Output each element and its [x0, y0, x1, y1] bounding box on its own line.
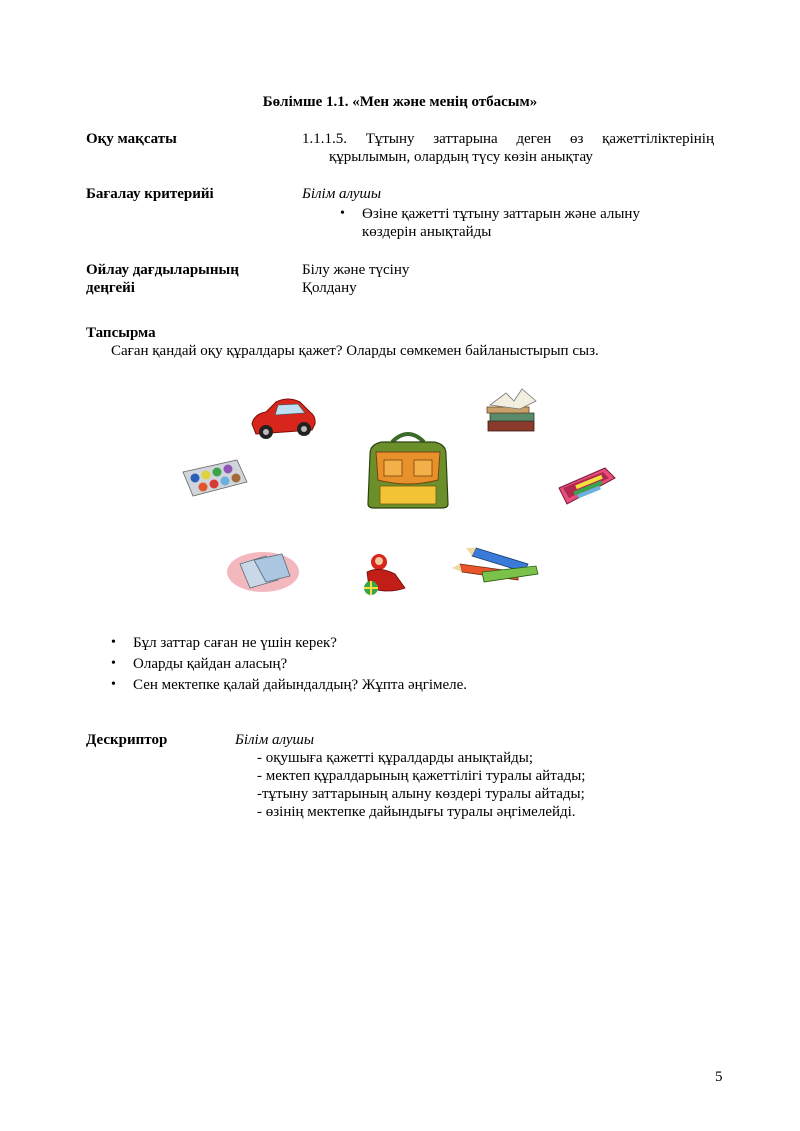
car-illustration	[248, 394, 318, 444]
notebooks-illustration	[226, 546, 300, 594]
thinking-label-line-1: Ойлау дағдыларының	[86, 262, 239, 278]
school-bag-illustration	[362, 430, 454, 510]
criteria-label: Бағалау критерийі	[86, 186, 214, 202]
books-illustration	[484, 387, 540, 435]
pencil-case-illustration	[553, 462, 619, 512]
page-number: 5	[715, 1069, 723, 1085]
toy-clown-illustration	[359, 548, 413, 598]
descriptor-item-4: - өзінің мектепке дайындығы туралы әңгімелейді.	[257, 804, 576, 820]
criteria-learner: Білім алушы	[302, 186, 382, 202]
thinking-label-line-2: деңгейі	[86, 280, 135, 296]
section-title: Бөлімше 1.1. «Мен және менің отбасым»	[262, 94, 538, 110]
task-heading: Тапсырма	[86, 325, 156, 341]
descriptor-label: Дескриптор	[86, 732, 168, 748]
thinking-value-line-2: Қолдану	[302, 280, 357, 296]
objective-line-2: құрылымын, олардың түсу көзін анықтау	[329, 149, 593, 165]
thinking-value-line-1: Білу және түсіну	[302, 262, 410, 278]
objective-line-1: 1.1.1.5. Тұтыну заттарына деген өз қажеттіліктерінің	[302, 131, 714, 147]
descriptor-item-1: - оқушыға қажетті құралдарды анықтайды;	[257, 750, 533, 766]
criteria-bullet-line-1: • Өзіне қажетті тұтыну заттарын және алыну	[362, 205, 640, 223]
task-text: Саған қандай оқу құралдары қажет? Оларды сөмкемен байланыстырып сыз.	[111, 343, 599, 359]
question-3: • Сен мектепке қалай дайындалдың? Жұпта әңгімеле.	[133, 676, 467, 694]
pencils-illustration	[458, 542, 540, 588]
paint-palette-illustration	[181, 458, 249, 500]
descriptor-learner: Білім алушы	[235, 732, 315, 748]
question-2: • Оларды қайдан аласың?	[133, 655, 287, 673]
question-1: • Бұл заттар саған не үшін керек?	[133, 634, 337, 652]
criteria-bullet-line-2: көздерін анықтайды	[362, 224, 492, 240]
descriptor-item-3: -тұтыну заттарының алыну көздері туралы айтады;	[257, 786, 585, 802]
descriptor-item-2: - мектеп құралдарының қажеттілігі туралы айтады;	[257, 768, 586, 784]
objective-label: Оқу мақсаты	[86, 131, 177, 147]
